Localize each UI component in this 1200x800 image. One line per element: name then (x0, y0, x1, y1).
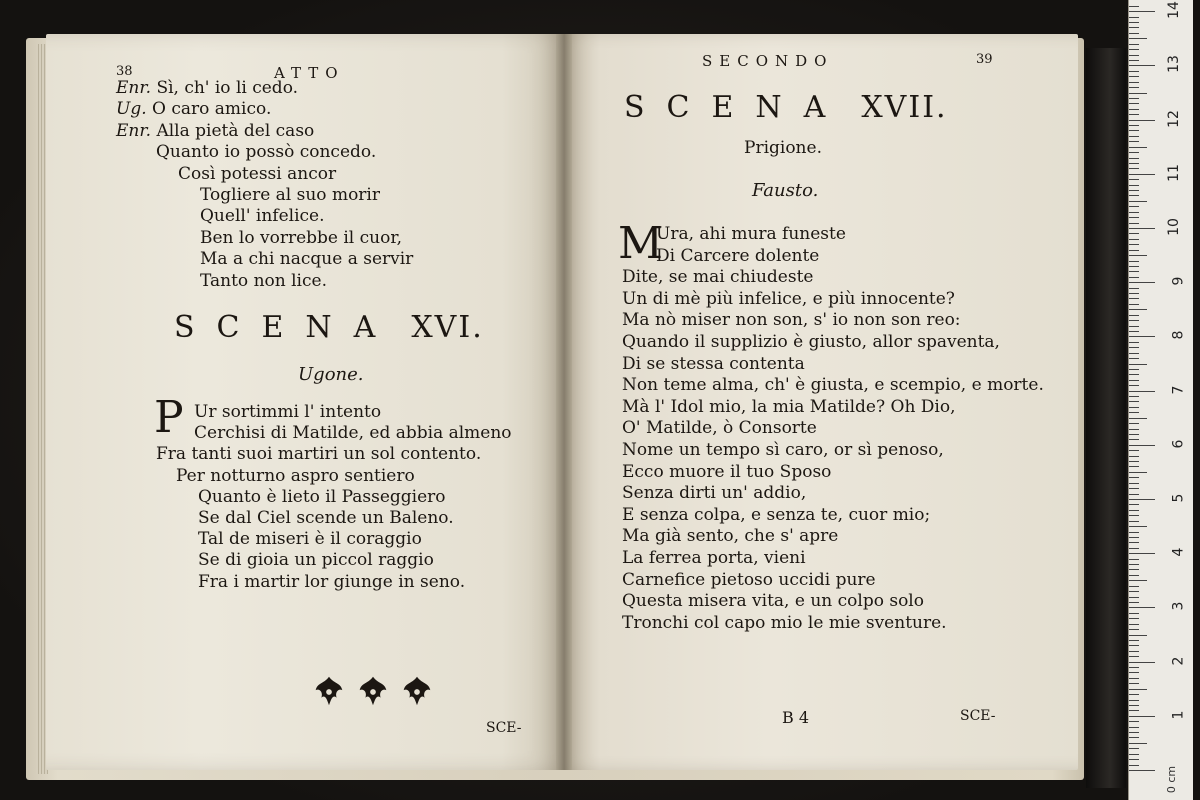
verse-text: Alla pietà del caso (156, 120, 315, 141)
ruler-tick (1129, 407, 1139, 408)
speaker-label: Enr. (116, 78, 157, 98)
ruler-tick (1129, 22, 1139, 23)
ruler-tick (1129, 694, 1139, 695)
ruler-tick (1129, 748, 1139, 749)
ruler-number: 9 (1170, 276, 1187, 286)
ruler-tick (1129, 721, 1139, 722)
verse-line: Cerchisi di Matilde, ed abbia almeno (194, 423, 512, 444)
ruler-tick (1129, 212, 1139, 213)
ruler-tick (1129, 705, 1139, 706)
ruler-tick (1129, 477, 1139, 478)
ruler-tick (1129, 456, 1139, 457)
ruler-number: 13 (1166, 55, 1183, 74)
ruler-tick (1129, 461, 1139, 462)
ruler-tick (1129, 537, 1139, 538)
verse-line: Fra tanti suoi martiri un sol contento. (156, 444, 482, 465)
left-running-head: ATTO (274, 64, 345, 82)
ruler-tick (1129, 401, 1139, 402)
ruler-tick (1129, 304, 1139, 305)
verse-line: Ecco muore il tuo Sposo (622, 461, 832, 482)
ruler-tick (1129, 629, 1139, 630)
ruler-tick (1129, 326, 1139, 327)
ruler-tick (1129, 179, 1139, 180)
ruler-tick (1129, 358, 1139, 359)
scena-label: SCENA (624, 90, 848, 125)
ruler-tick (1129, 564, 1139, 565)
ruler-tick (1129, 580, 1147, 581)
ruler-tick (1129, 732, 1139, 733)
verse-line: Di se stessa contenta (622, 353, 805, 374)
ruler-tick (1129, 315, 1139, 316)
ruler-tick (1129, 586, 1139, 587)
ruler-tick (1129, 494, 1139, 495)
left-page-number: 38 (116, 64, 133, 79)
ruler-tick (1129, 483, 1139, 484)
ruler-tick (1129, 754, 1139, 755)
gutter (556, 34, 572, 770)
ruler-tick (1129, 342, 1139, 343)
ruler-tick (1129, 174, 1155, 175)
ruler-tick (1129, 282, 1155, 283)
right-character-name: Fausto. (752, 180, 819, 201)
ruler-tick (1129, 618, 1139, 619)
right-drop-cap: M (618, 218, 664, 269)
right-catchword: SCE- (960, 708, 996, 724)
right-signature: B 4 (782, 708, 810, 727)
floral-fleuron-icon (354, 672, 392, 712)
ruler-tick (1129, 11, 1155, 12)
ruler-tick (1129, 152, 1139, 153)
ruler-tick (1129, 532, 1139, 533)
ruler-tick (1129, 130, 1139, 131)
ruler-tick (1129, 645, 1139, 646)
ruler-tick (1129, 109, 1139, 110)
ruler-tick (1129, 439, 1139, 440)
measuring-ruler (1128, 0, 1193, 800)
ruler-tick (1129, 418, 1147, 419)
ruler-tick (1129, 255, 1147, 256)
speaker-label: Enr. (116, 120, 157, 141)
ruler-tick (1129, 347, 1139, 348)
ruler-tick (1129, 261, 1139, 262)
ruler-tick (1129, 575, 1139, 576)
verse-line: Dite, se mai chiudeste (622, 267, 814, 288)
left-page (46, 34, 564, 770)
verse-line: Mà l' Idol mio, la mia Matilde? Oh Dio, (622, 396, 956, 417)
ruler-tick (1129, 87, 1139, 88)
ruler-tick (1129, 223, 1139, 224)
ruler-tick (1129, 163, 1139, 164)
ruler-tick (1129, 76, 1139, 77)
ruler-tick (1129, 6, 1139, 7)
ruler-tick (1129, 271, 1139, 272)
verse-line: Un di mè più infelice, e più innocente? (622, 288, 955, 309)
ruler-tick (1129, 353, 1139, 354)
ruler-tick (1129, 510, 1139, 511)
ruler-tick (1129, 662, 1155, 663)
verse-line: Questa misera vita, e un colpo solo (622, 591, 924, 612)
ruler-tick (1129, 770, 1155, 771)
verse-line: Tal de miseri è il coraggio (198, 529, 422, 550)
ruler-tick (1129, 147, 1147, 148)
ruler-tick (1129, 93, 1147, 94)
ruler-tick (1129, 185, 1139, 186)
ruler-tick (1129, 266, 1139, 267)
ruler-tick (1129, 44, 1139, 45)
ruler-unit: 0 cm (1164, 765, 1178, 794)
ruler-tick (1129, 120, 1155, 121)
ruler-tick (1129, 331, 1139, 332)
ruler-number: 6 (1170, 439, 1187, 449)
ruler-tick (1129, 369, 1139, 370)
verse-text: O caro amico. (152, 99, 272, 120)
ruler-tick (1129, 114, 1139, 115)
verse-line (116, 78, 298, 98)
scena-number: XVI. (411, 310, 484, 345)
ruler-tick (1129, 472, 1147, 473)
ruler-tick (1129, 689, 1147, 690)
verse-line (116, 99, 271, 119)
ruler-tick (1129, 466, 1139, 467)
ruler-tick (1129, 553, 1155, 554)
ruler-tick (1129, 250, 1139, 251)
verse-line: O' Matilde, ò Consorte (622, 418, 817, 439)
ruler-tick (1129, 624, 1139, 625)
ruler-tick (1129, 103, 1139, 104)
verse-line: Quanto è lieto il Passeggiero (198, 486, 446, 507)
verse-line: Nome un tempo sì caro, or sì penoso, (622, 440, 944, 460)
verse-line: E senza colpa, e senza te, cuor mio; (622, 504, 931, 525)
verse-text: Sì, ch' io li cedo. (156, 78, 299, 98)
ruler-number: 3 (1170, 601, 1187, 611)
ruler-tick (1129, 640, 1139, 641)
verse-line: Non teme alma, ch' è giusta, e scempio, e morte. (622, 375, 1044, 396)
verse-text: Quanto io possò concedo. (156, 142, 377, 163)
left-scena-heading (174, 310, 484, 345)
verse-line (200, 271, 327, 291)
verse-line: Se di gioia un piccol raggio (198, 550, 434, 571)
ruler-tick (1129, 569, 1139, 570)
ruler-tick (1129, 591, 1139, 592)
scena-label: SCENA (174, 310, 398, 345)
verse-line (200, 206, 325, 226)
verse-line (200, 249, 413, 269)
verse-line (200, 185, 380, 205)
verse-line: Ma nò miser non son, s' io non son reo: (622, 310, 961, 331)
ruler-tick (1129, 743, 1147, 744)
floral-fleuron-icon (398, 672, 436, 712)
right-scena-heading (624, 90, 948, 125)
verse-text: Ben lo vorrebbe il cuor, (200, 227, 403, 248)
verse-line: Per notturno aspro sentiero (176, 465, 415, 486)
ruler-tick (1129, 548, 1139, 549)
ruler-tick (1129, 678, 1139, 679)
ruler-tick (1129, 17, 1139, 18)
ruler-number: 1 (1170, 710, 1187, 720)
verse-line: Ma già sento, che s' apre (622, 526, 839, 547)
ruler-tick (1129, 206, 1139, 207)
ruler-tick (1129, 239, 1139, 240)
ruler-tick (1129, 82, 1139, 83)
ruler-tick (1129, 288, 1139, 289)
ruler-tick (1129, 71, 1139, 72)
scena-number: XVII. (861, 90, 948, 125)
verse-line: Ur sortimmi l' intento (194, 402, 382, 422)
floral-fleuron-icon (310, 672, 348, 712)
verse-line: Se dal Ciel scende un Baleno. (198, 508, 454, 528)
ruler-tick (1129, 217, 1139, 218)
ruler-tick (1129, 759, 1139, 760)
ruler-tick (1129, 700, 1139, 701)
ruler-tick (1129, 521, 1139, 522)
ruler-tick (1129, 298, 1139, 299)
verse-line: Di Carcere dolente (656, 245, 820, 266)
ruler-tick (1129, 33, 1139, 34)
ruler-tick (1129, 602, 1139, 603)
ruler-tick (1129, 656, 1139, 657)
ruler-tick (1129, 683, 1139, 684)
ruler-tick (1129, 396, 1139, 397)
verse-line: Quando il supplizio è giusto, allor spaventa, (622, 332, 1000, 352)
ruler-tick (1129, 380, 1139, 381)
ruler-tick (1129, 607, 1155, 608)
ruler-tick (1129, 445, 1155, 446)
ruler-tick (1129, 136, 1139, 137)
verse-line: Tronchi col capo mio le mie sventure. (622, 612, 947, 633)
ruler-tick (1129, 277, 1139, 278)
ruler-tick (1129, 168, 1139, 169)
ruler-tick (1129, 190, 1139, 191)
ruler-tick (1129, 385, 1139, 386)
verse-line: Fra i martir lor giunge in seno. (198, 571, 466, 592)
ruler-tick (1129, 233, 1139, 234)
ruler-tick (1129, 450, 1139, 451)
ruler-tick (1129, 228, 1155, 229)
ruler-tick (1129, 158, 1139, 159)
speaker-label: Ug. (116, 99, 153, 120)
ruler-tick (1129, 667, 1139, 668)
ruler-tick (1129, 499, 1155, 500)
verse-line: Ura, ahi mura funeste (656, 224, 846, 244)
ruler-tick (1129, 559, 1139, 560)
ruler-tick (1129, 55, 1139, 56)
book-holder (1086, 48, 1126, 788)
ruler-tick (1129, 672, 1139, 673)
verse-line: La ferrea porta, vieni (622, 548, 806, 568)
ruler-number: 4 (1170, 547, 1187, 557)
ruler-number: 14 (1166, 1, 1183, 20)
ruler-tick (1129, 716, 1155, 717)
ruler-tick (1129, 542, 1139, 543)
ruler-tick (1129, 195, 1139, 196)
ruler-number: 10 (1166, 218, 1183, 236)
ruler-number: 5 (1170, 493, 1187, 503)
ruler-tick (1129, 309, 1147, 310)
ruler-number: 2 (1170, 656, 1187, 666)
ruler-tick (1129, 320, 1139, 321)
ruler-tick (1129, 27, 1139, 28)
verse-line (156, 142, 376, 162)
verse-text: Ma a chi nacque a servir (200, 249, 414, 270)
ornament (310, 672, 436, 712)
ruler-tick (1129, 429, 1139, 430)
ruler-tick (1129, 597, 1139, 598)
ruler-tick (1129, 737, 1139, 738)
ruler-tick (1129, 423, 1139, 424)
right-page-number: 39 (976, 52, 993, 67)
ruler-tick (1129, 651, 1139, 652)
verse-line (178, 164, 336, 184)
ruler-number: 11 (1166, 163, 1183, 182)
ruler-tick (1129, 613, 1139, 614)
ruler-tick (1129, 65, 1155, 66)
ruler-tick (1129, 141, 1139, 142)
ruler-tick (1129, 727, 1139, 728)
ruler-tick (1129, 374, 1139, 375)
verse-text: Così potessi ancor (178, 163, 337, 184)
ruler-tick (1129, 293, 1139, 294)
verse-text: Togliere al suo morir (200, 185, 380, 205)
ruler-number: 7 (1170, 385, 1187, 395)
ruler-tick (1129, 515, 1139, 516)
ruler-tick (1129, 488, 1139, 489)
left-catchword: SCE- (486, 720, 522, 736)
ruler-tick (1129, 60, 1139, 61)
ruler-tick (1129, 635, 1147, 636)
left-drop-cap: P (154, 392, 184, 443)
ruler-tick (1129, 412, 1139, 413)
right-location: Prigione. (744, 138, 822, 158)
right-running-head: SECONDO (702, 52, 834, 70)
ruler-tick (1129, 434, 1139, 435)
ruler-tick (1129, 201, 1147, 202)
ruler-tick (1129, 765, 1139, 766)
verse-line (116, 121, 314, 141)
verse-line: Senza dirti un' addio, (622, 483, 807, 504)
ruler-tick (1129, 526, 1147, 527)
ruler-tick (1129, 336, 1155, 337)
verse-line: Carnefice pietoso uccidi pure (622, 569, 876, 590)
ruler-tick (1129, 244, 1139, 245)
ruler-tick (1129, 710, 1139, 711)
verse-line (200, 228, 402, 248)
ruler-tick (1129, 38, 1147, 39)
ruler-number: 8 (1170, 330, 1187, 340)
verse-text: Tanto non lice. (200, 270, 327, 291)
ruler-tick (1129, 391, 1155, 392)
right-page (564, 34, 1078, 770)
ruler-tick (1129, 125, 1139, 126)
ruler-tick (1129, 49, 1139, 50)
ruler-tick (1129, 364, 1147, 365)
verse-text: Quell' infelice. (200, 206, 325, 227)
left-character-name: Ugone. (298, 364, 364, 385)
ruler-tick (1129, 504, 1139, 505)
ruler-number: 12 (1166, 109, 1183, 128)
ruler-tick (1129, 98, 1139, 99)
